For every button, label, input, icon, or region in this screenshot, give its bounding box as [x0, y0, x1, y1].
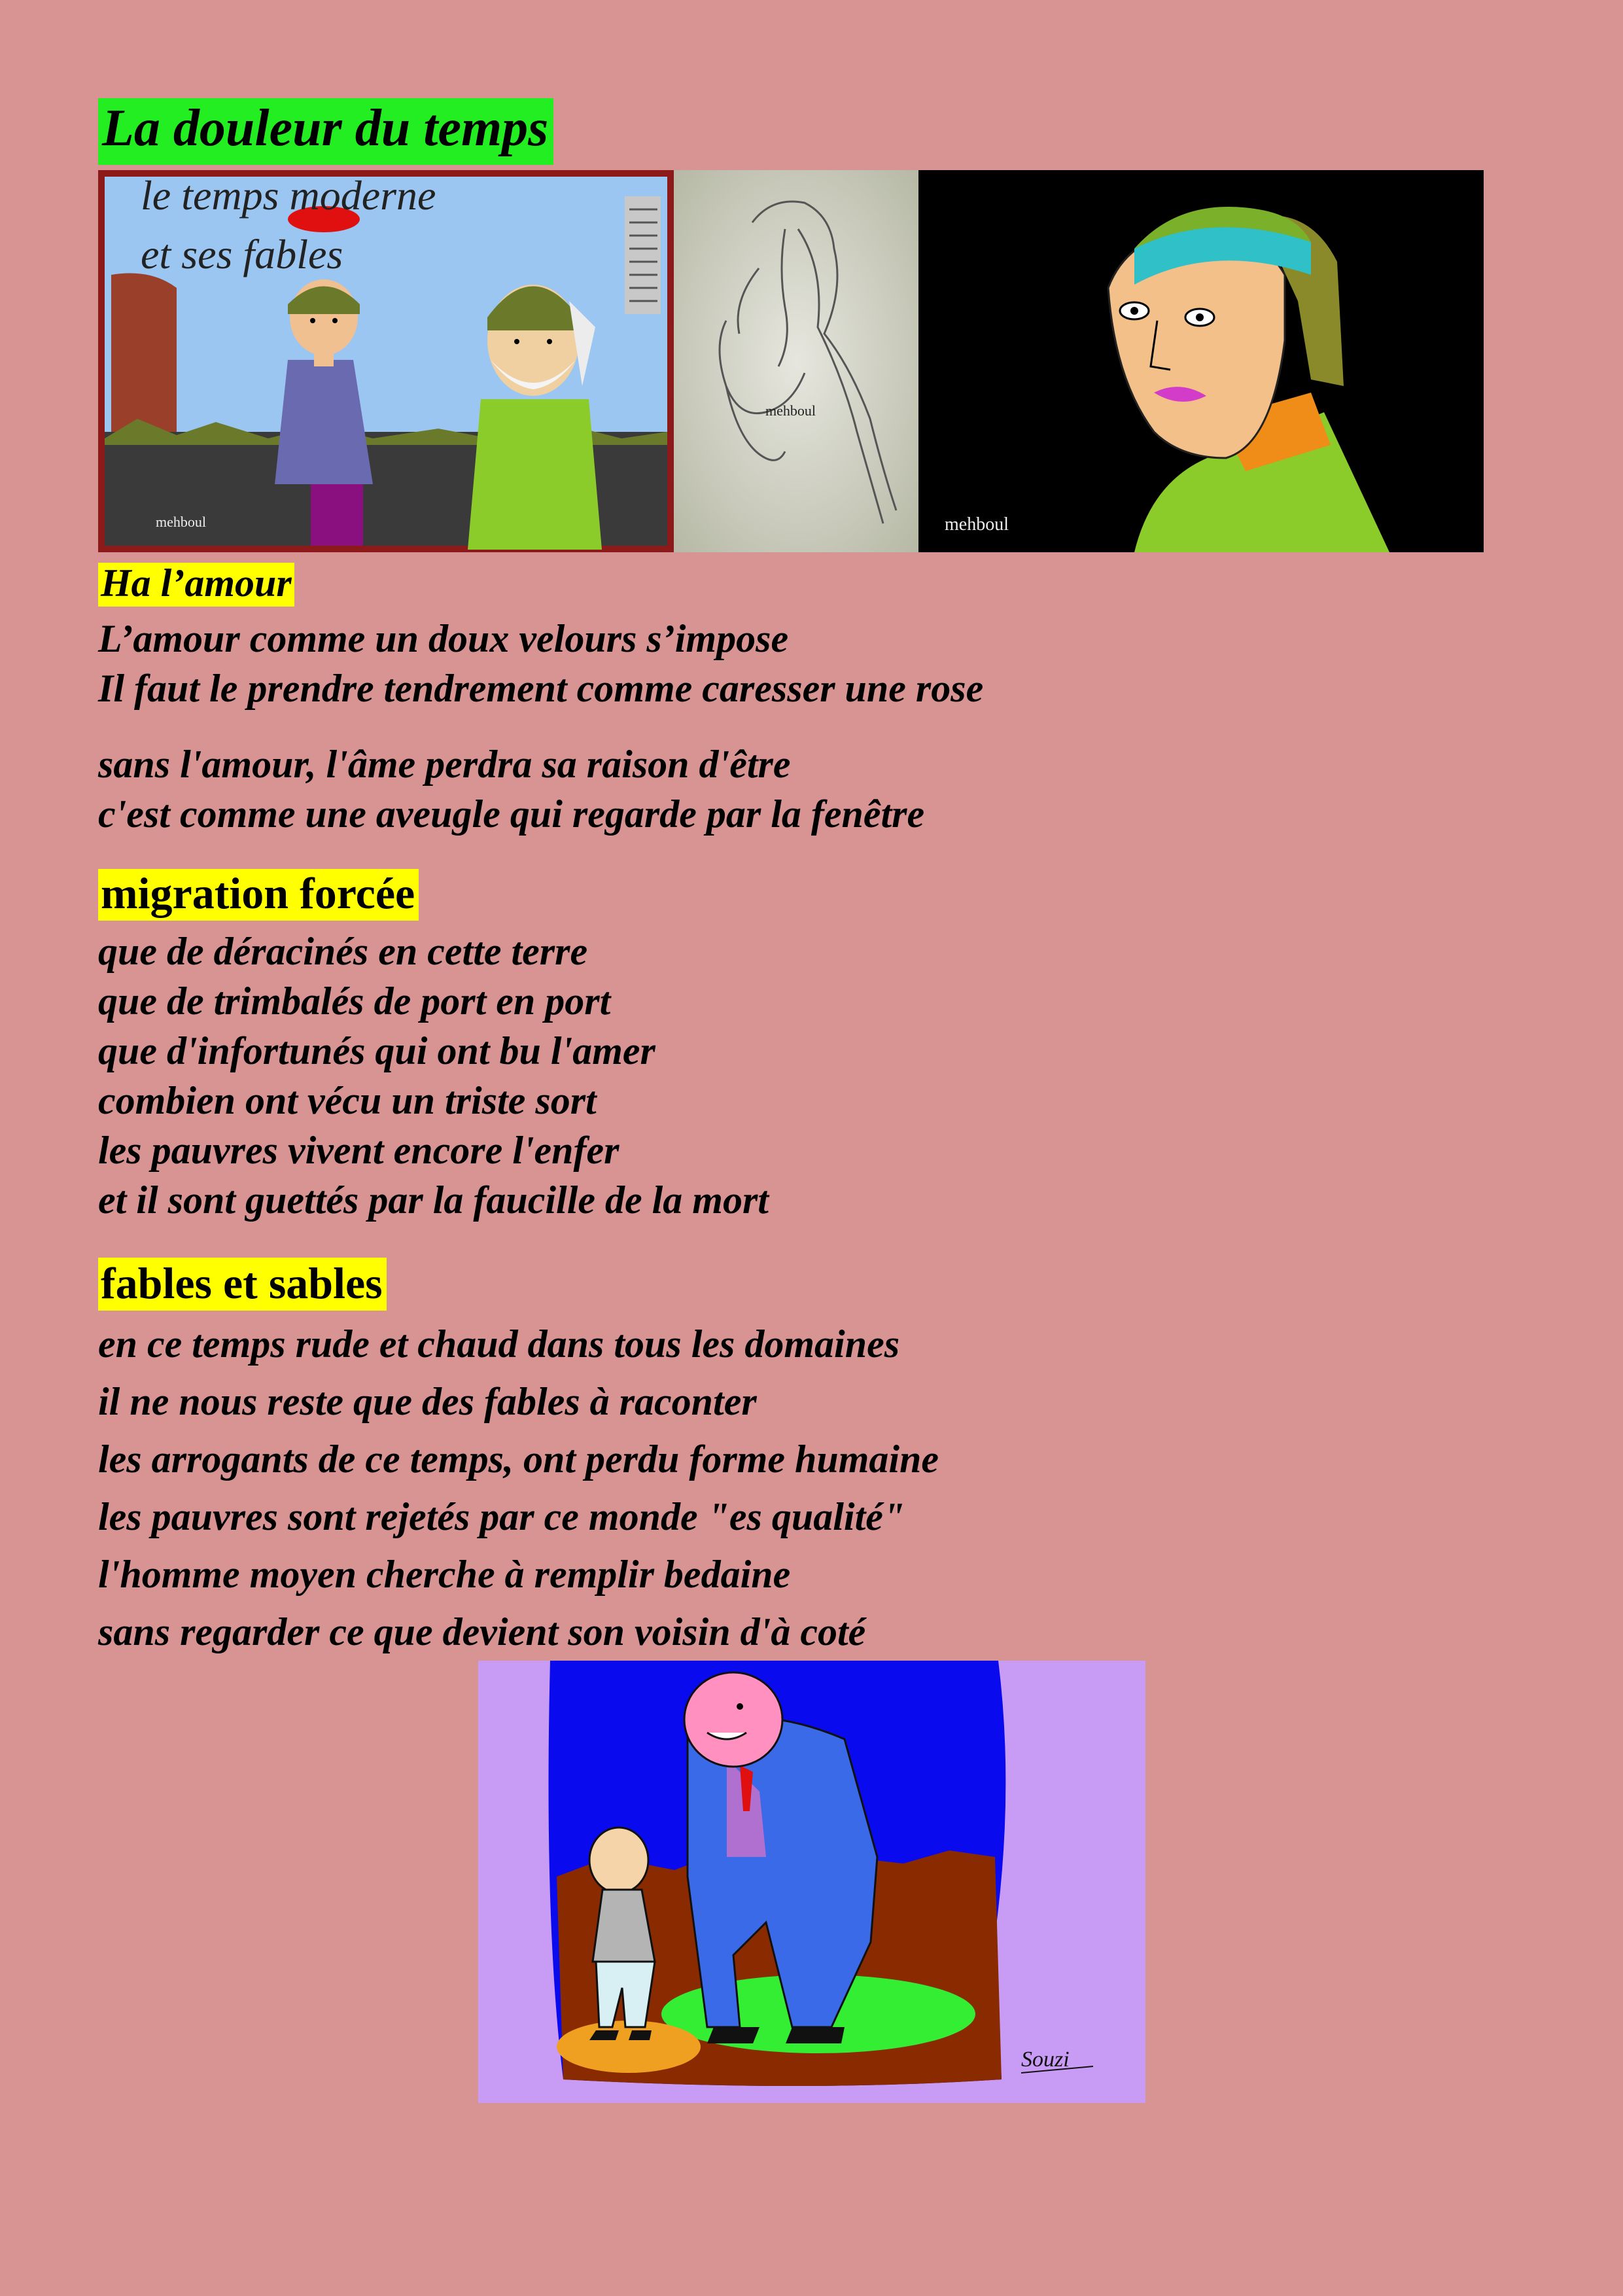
- verse-line: les arrogants de ce temps, ont perdu forme humaine: [98, 1438, 939, 1481]
- verse-line: il ne nous reste que des fables à raconter: [98, 1380, 757, 1423]
- banner-caption-line1: le temps moderne: [141, 172, 436, 219]
- illustration-modern-times: [98, 170, 674, 552]
- illustration-banner: [98, 170, 1484, 552]
- verse-line: combien ont vécu un triste sort: [98, 1079, 597, 1122]
- signature-1: mehboul: [156, 514, 206, 530]
- heading-ha-lamour: Ha l’amour: [98, 563, 294, 607]
- verse-line: L’amour comme un doux velours s’impose: [98, 617, 789, 660]
- verse-line: les pauvres vivent encore l'enfer: [98, 1129, 620, 1172]
- illustration-sketch: [674, 170, 918, 552]
- verse-line: l'homme moyen cherche à remplir bedaine: [98, 1553, 791, 1596]
- verse-line: c'est comme une aveugle qui regarde par la fenêtre: [98, 792, 925, 836]
- signature-3: mehboul: [945, 514, 1009, 535]
- verse-line: que d'infortunés qui ont bu l'amer: [98, 1029, 655, 1072]
- stanza-amour-2: [98, 739, 924, 839]
- illustration-rich-and-poor: [478, 1661, 1145, 2103]
- page-title: La douleur du temps: [98, 98, 553, 165]
- verse-line: les pauvres sont rejetés par ce monde "es qualité": [98, 1495, 905, 1538]
- verse-line: en ce temps rude et chaud dans tous les domaines: [98, 1322, 900, 1366]
- verse-line: que de déracinés en cette terre: [98, 930, 588, 973]
- verse-line: sans regarder ce que devient son voisin d'à coté: [98, 1610, 866, 1653]
- signature-bottom: Souzi: [1021, 2047, 1070, 2072]
- verse-line: que de trimbalés de port en port: [98, 980, 611, 1023]
- illustration-portrait: [918, 170, 1484, 552]
- verse-line: sans l'amour, l'âme perdra sa raison d'être: [98, 743, 791, 786]
- stanza-fables: [98, 1315, 939, 1661]
- verse-line: Il faut le prendre tendrement comme caresser une rose: [98, 667, 984, 710]
- signature-2: mehboul: [765, 402, 816, 419]
- stanza-migration: [98, 927, 769, 1225]
- stanza-amour-1: [98, 614, 983, 713]
- heading-fables-et-sables: fables et sables: [98, 1258, 387, 1311]
- banner-caption-line2: et ses fables: [141, 231, 343, 277]
- verse-line: et il sont guettés par la faucille de la mort: [98, 1178, 769, 1222]
- heading-migration-forcee: migration forcée: [98, 869, 419, 921]
